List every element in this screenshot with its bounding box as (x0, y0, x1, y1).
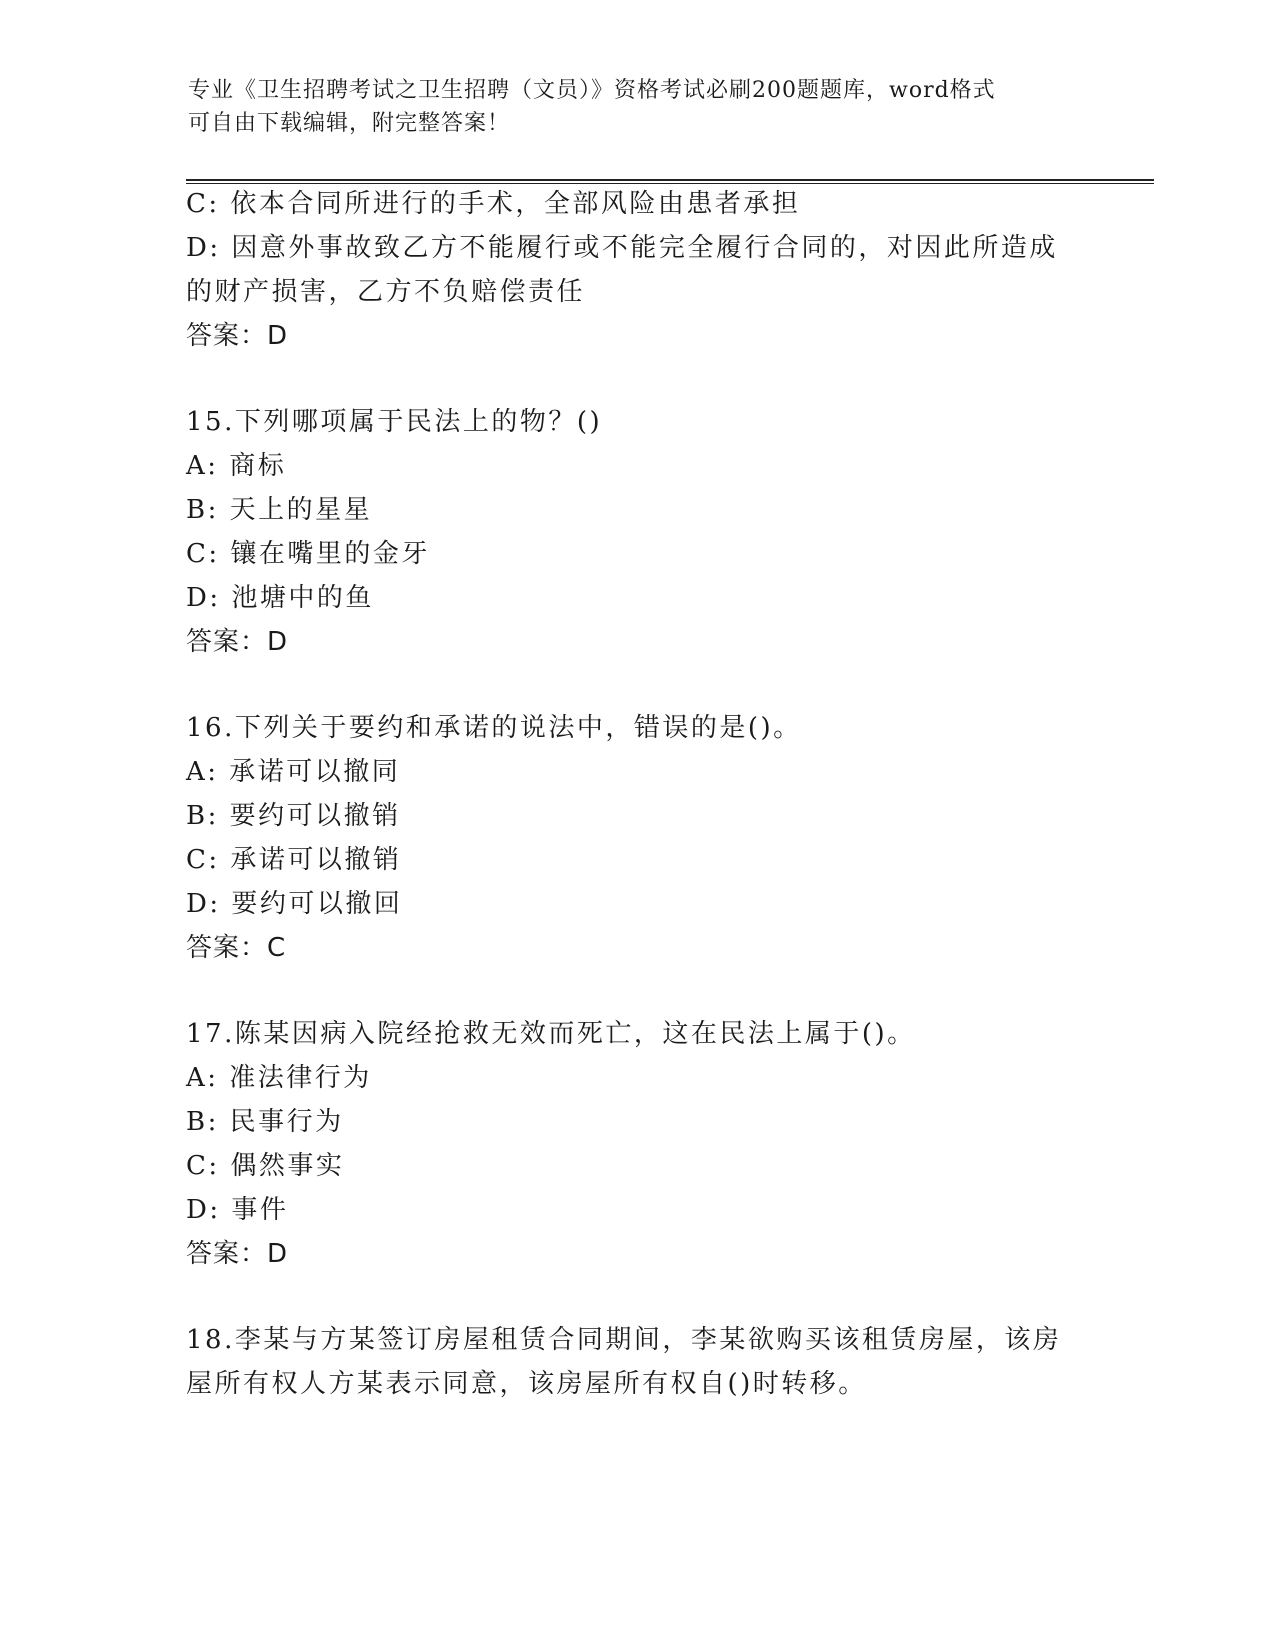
question-stem: 18.李某与方某签订房屋租赁合同期间，李某欲购买该租赁房屋，该房 (186, 1325, 1062, 1355)
option-c: C: 承诺可以撤销 (186, 845, 402, 875)
question-stem: 17.陈某因病入院经抢救无效而死亡，这在民法上属于()。 (186, 1019, 916, 1049)
header-divider (186, 179, 1154, 184)
option-d: D: 池塘中的鱼 (186, 583, 374, 613)
option-a: A: 准法律行为 (186, 1063, 372, 1093)
option-d: D: 因意外事故致乙方不能履行或不能完全履行合同的，对因此所造成 (186, 233, 1058, 263)
option-d-continued: 的财产损害，乙方不负赔偿责任 (186, 277, 586, 307)
option-d: D: 要约可以撤回 (186, 889, 403, 919)
answer: 答案：D (186, 627, 289, 657)
answer: 答案：D (186, 321, 289, 351)
option-b: B: 要约可以撤销 (186, 801, 401, 831)
question-stem: 16.下列关于要约和承诺的说法中，错误的是()。 (186, 713, 802, 743)
option-a: A: 承诺可以撤同 (186, 757, 401, 787)
question-stem-continued: 屋所有权人方某表示同意，该房屋所有权自()时转移。 (186, 1369, 867, 1399)
question-stem: 15.下列哪项属于民法上的物？() (186, 407, 603, 437)
option-c: C: 镶在嘴里的金牙 (186, 539, 430, 569)
option-b: B: 天上的星星 (186, 495, 373, 525)
option-c: C: 依本合同所进行的手术，全部风险由患者承担 (186, 189, 801, 219)
header-line-2: 可自由下载编辑，附完整答案！ (188, 111, 511, 136)
option-d: D: 事件 (186, 1195, 289, 1225)
option-a: A: 商标 (186, 451, 287, 481)
option-c: C: 偶然事实 (186, 1151, 345, 1181)
answer: 答案：D (186, 1239, 289, 1269)
answer: 答案：C (186, 933, 287, 963)
option-b: B: 民事行为 (186, 1107, 344, 1137)
document-header (188, 74, 1088, 140)
header-line-1: 专业《卫生招聘考试之卫生招聘（文员）》资格考试必刷200题题库，word格式 (188, 78, 996, 103)
